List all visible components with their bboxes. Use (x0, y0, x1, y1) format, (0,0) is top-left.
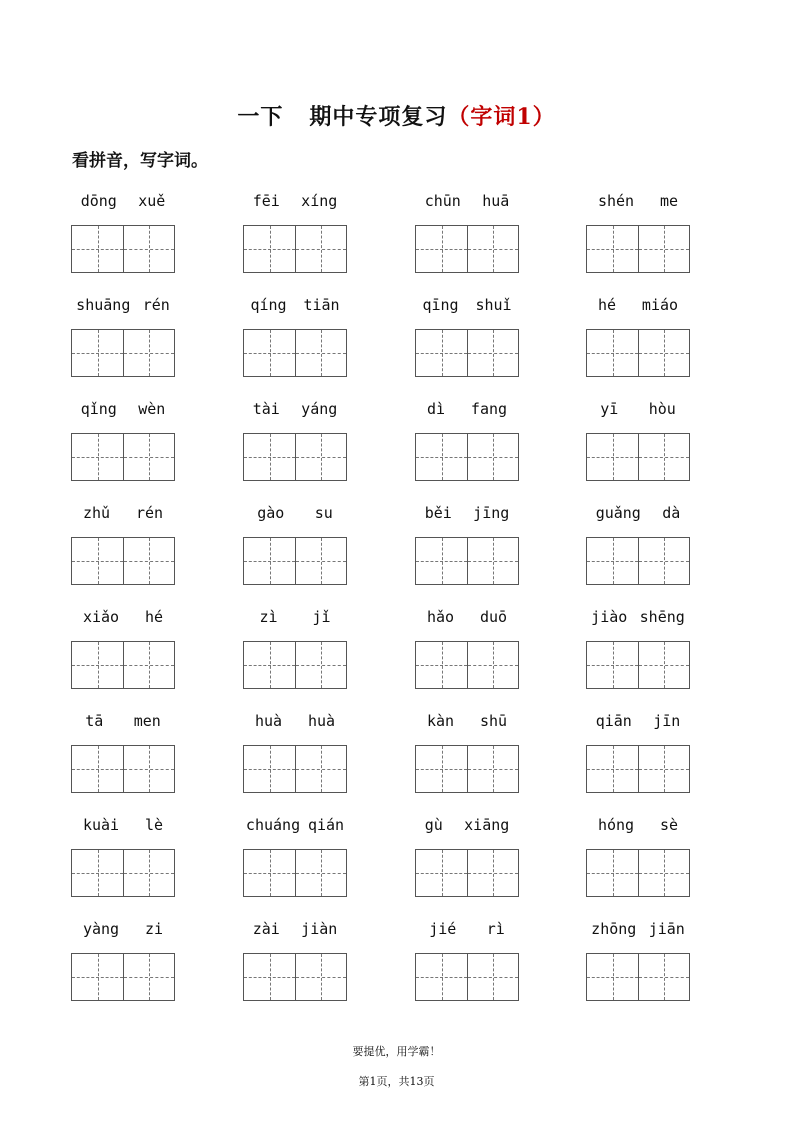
pinyin-syllable: lè (144, 816, 164, 834)
pinyin-label (414, 396, 520, 422)
word-cell (70, 708, 176, 812)
writing-boxes (71, 849, 175, 897)
word-cell (70, 916, 176, 1020)
pinyin-syllable: qián (307, 816, 345, 834)
word-cell (414, 916, 520, 1020)
pinyin-syllable: shén (597, 192, 635, 210)
word-cell (242, 188, 348, 292)
writing-boxes (415, 225, 519, 273)
writing-boxes (243, 953, 347, 1001)
pinyin-syllable: tài (252, 400, 280, 418)
writing-boxes (415, 537, 519, 585)
word-cell (585, 604, 691, 708)
tianzige-box[interactable] (72, 538, 123, 584)
tianzige-box[interactable] (416, 642, 467, 688)
writing-boxes (243, 745, 347, 793)
tianzige-box[interactable] (295, 746, 346, 792)
writing-boxes (415, 433, 519, 481)
tianzige-box[interactable] (638, 330, 689, 376)
writing-boxes (586, 225, 690, 273)
tianzige-box[interactable] (638, 642, 689, 688)
pinyin-syllable: men (133, 712, 161, 730)
word-cell (242, 500, 348, 604)
pinyin-syllable: qíng (250, 296, 287, 314)
writing-boxes (243, 225, 347, 273)
tianzige-box[interactable] (123, 642, 174, 688)
tianzige-box[interactable] (295, 538, 346, 584)
writing-boxes (586, 537, 690, 585)
pinyin-label (585, 604, 691, 630)
pinyin-syllable: dōng (80, 192, 117, 210)
pinyin-syllable: jiào (591, 608, 628, 626)
pinyin-syllable: jiàn (301, 920, 338, 938)
pinyin-syllable: fang (470, 400, 508, 418)
word-cell (414, 500, 520, 604)
word-cell (585, 500, 691, 604)
pinyin-label (585, 396, 691, 422)
pinyin-syllable: duō (479, 608, 508, 626)
writing-boxes (415, 953, 519, 1001)
pinyin-syllable: chūn (424, 192, 461, 210)
tianzige-box[interactable] (638, 226, 689, 272)
pinyin-syllable: me (659, 192, 679, 210)
pinyin-syllable: rén (142, 296, 170, 314)
writing-boxes (586, 849, 690, 897)
pinyin-label (585, 500, 691, 526)
pinyin-label (242, 188, 348, 214)
tianzige-box[interactable] (244, 434, 295, 480)
pinyin-syllable: shuǐ (475, 296, 512, 314)
tianzige-box[interactable] (244, 954, 295, 1000)
pinyin-label (242, 604, 348, 630)
pinyin-syllable: tā (85, 712, 104, 730)
pinyin-syllable: guǎng (595, 504, 641, 522)
word-cell (414, 708, 520, 812)
pinyin-syllable: qiān (595, 712, 632, 730)
writing-boxes (586, 329, 690, 377)
tianzige-box[interactable] (467, 330, 518, 376)
writing-boxes (415, 745, 519, 793)
word-cell (242, 292, 348, 396)
writing-boxes (586, 433, 690, 481)
word-cell (414, 188, 520, 292)
tianzige-box[interactable] (467, 434, 518, 480)
pinyin-label (242, 500, 348, 526)
word-cell (242, 812, 348, 916)
writing-boxes (71, 641, 175, 689)
pinyin-syllable: huà (254, 712, 283, 730)
tianzige-box[interactable] (123, 226, 174, 272)
pinyin-syllable: chuáng (245, 816, 301, 834)
tianzige-box[interactable] (467, 954, 518, 1000)
tianzige-box[interactable] (638, 850, 689, 896)
tianzige-box[interactable] (416, 850, 467, 896)
word-cell (585, 812, 691, 916)
writing-boxes (415, 849, 519, 897)
tianzige-box[interactable] (467, 538, 518, 584)
writing-boxes (586, 641, 690, 689)
pinyin-syllable: jiān (648, 920, 685, 938)
pinyin-syllable: běi (424, 504, 452, 522)
tianzige-box[interactable] (123, 434, 174, 480)
pinyin-label (414, 708, 520, 734)
tianzige-box[interactable] (638, 954, 689, 1000)
page-title (0, 100, 793, 131)
tianzige-box[interactable] (587, 434, 638, 480)
pinyin-syllable: zài (252, 920, 280, 938)
pinyin-syllable: jǐ (312, 608, 331, 626)
pinyin-syllable: xuě (138, 192, 166, 210)
tianzige-box[interactable] (416, 538, 467, 584)
tianzige-box[interactable] (416, 954, 467, 1000)
tianzige-box[interactable] (638, 434, 689, 480)
pinyin-label (70, 500, 176, 526)
word-cell (414, 396, 520, 500)
pinyin-label (242, 292, 348, 318)
section-heading: 看拼音，写字词。 (72, 151, 208, 171)
pinyin-label (242, 396, 348, 422)
writing-boxes (243, 641, 347, 689)
title-highlight: （字词1） (447, 104, 556, 130)
tianzige-box[interactable] (295, 434, 346, 480)
tianzige-box[interactable] (244, 330, 295, 376)
word-cell (242, 604, 348, 708)
writing-boxes (243, 849, 347, 897)
word-cell (242, 396, 348, 500)
pinyin-syllable: fēi (252, 192, 280, 210)
tianzige-box[interactable] (416, 746, 467, 792)
pinyin-syllable: jié (429, 920, 457, 938)
pinyin-syllable: gào (257, 504, 285, 522)
word-cell (585, 708, 691, 812)
word-cell (585, 292, 691, 396)
pinyin-syllable: hé (597, 296, 617, 314)
pinyin-syllable: dì (426, 400, 446, 418)
pinyin-label (414, 188, 520, 214)
pinyin-label (70, 916, 176, 942)
pinyin-syllable: yàng (82, 920, 120, 938)
word-cell (70, 292, 176, 396)
pinyin-syllable: qǐng (80, 400, 117, 418)
pinyin-grid (70, 188, 690, 1008)
word-cell (242, 708, 348, 812)
pinyin-label (585, 292, 691, 318)
tianzige-box[interactable] (416, 226, 467, 272)
pinyin-syllable: huà (307, 712, 336, 730)
pinyin-label (242, 916, 348, 942)
writing-boxes (415, 641, 519, 689)
pinyin-label (585, 188, 691, 214)
word-cell (70, 812, 176, 916)
tianzige-box[interactable] (72, 642, 123, 688)
tianzige-box[interactable] (587, 850, 638, 896)
pinyin-label (414, 500, 520, 526)
tianzige-box[interactable] (467, 226, 518, 272)
word-cell (585, 916, 691, 1020)
writing-boxes (415, 329, 519, 377)
pinyin-label (70, 188, 176, 214)
tianzige-box[interactable] (123, 538, 174, 584)
writing-boxes (71, 433, 175, 481)
writing-boxes (71, 329, 175, 377)
tianzige-box[interactable] (123, 954, 174, 1000)
tianzige-box[interactable] (416, 330, 467, 376)
writing-boxes (71, 745, 175, 793)
pinyin-syllable: shū (479, 712, 508, 730)
writing-boxes (243, 537, 347, 585)
word-cell (414, 604, 520, 708)
word-cell (70, 396, 176, 500)
pinyin-syllable: xíng (301, 192, 338, 210)
pinyin-syllable: yī (600, 400, 619, 418)
pinyin-syllable: sè (659, 816, 679, 834)
pinyin-syllable: qīng (422, 296, 459, 314)
tianzige-box[interactable] (587, 642, 638, 688)
pinyin-syllable: kuài (82, 816, 120, 834)
pinyin-syllable: hǎo (426, 608, 455, 626)
pinyin-label (414, 292, 520, 318)
word-cell (414, 812, 520, 916)
tianzige-box[interactable] (638, 538, 689, 584)
tianzige-box[interactable] (295, 226, 346, 272)
tianzige-box[interactable] (587, 538, 638, 584)
tianzige-box[interactable] (244, 226, 295, 272)
word-cell (70, 500, 176, 604)
pinyin-syllable: gù (424, 816, 443, 834)
pinyin-syllable: zhōng (591, 920, 637, 938)
writing-boxes (71, 225, 175, 273)
tianzige-box[interactable] (72, 330, 123, 376)
word-cell (70, 604, 176, 708)
tianzige-box[interactable] (416, 434, 467, 480)
writing-boxes (71, 953, 175, 1001)
pinyin-syllable: zi (144, 920, 164, 938)
tianzige-box[interactable] (244, 850, 295, 896)
pinyin-syllable: su (314, 504, 333, 522)
pinyin-syllable: yáng (301, 400, 338, 418)
pinyin-label (70, 708, 176, 734)
tianzige-box[interactable] (587, 330, 638, 376)
tianzige-box[interactable] (72, 746, 123, 792)
tianzige-box[interactable] (72, 850, 123, 896)
writing-boxes (586, 745, 690, 793)
writing-boxes (243, 433, 347, 481)
word-cell (242, 916, 348, 1020)
pinyin-syllable: miáo (641, 296, 679, 314)
pinyin-syllable: hòu (648, 400, 676, 418)
tianzige-box[interactable] (587, 746, 638, 792)
pinyin-syllable: hé (144, 608, 164, 626)
tianzige-box[interactable] (244, 746, 295, 792)
footer-slogan: 要提优，用学霸！ (352, 1045, 441, 1058)
tianzige-box[interactable] (244, 642, 295, 688)
pinyin-label (585, 708, 691, 734)
pinyin-label (585, 916, 691, 942)
tianzige-box[interactable] (467, 746, 518, 792)
writing-boxes (243, 329, 347, 377)
pinyin-label (414, 604, 520, 630)
tianzige-box[interactable] (72, 226, 123, 272)
writing-boxes (586, 953, 690, 1001)
pinyin-label (242, 708, 348, 734)
tianzige-box[interactable] (244, 538, 295, 584)
pinyin-syllable: dà (662, 504, 681, 522)
tianzige-box[interactable] (587, 226, 638, 272)
pinyin-syllable: zhǔ (82, 504, 111, 522)
pinyin-label (70, 604, 176, 630)
tianzige-box[interactable] (72, 434, 123, 480)
pinyin-syllable: hóng (597, 816, 635, 834)
word-cell (585, 188, 691, 292)
pinyin-syllable: shuāng (76, 296, 131, 314)
pinyin-syllable: jīng (473, 504, 510, 522)
tianzige-box[interactable] (467, 642, 518, 688)
pinyin-label (585, 812, 691, 838)
tianzige-box[interactable] (638, 746, 689, 792)
word-cell (585, 396, 691, 500)
tianzige-box[interactable] (123, 850, 174, 896)
pinyin-label (414, 916, 520, 942)
pinyin-syllable: jīn (653, 712, 681, 730)
tianzige-box[interactable] (72, 954, 123, 1000)
tianzige-box[interactable] (295, 954, 346, 1000)
pinyin-syllable: shēng (639, 608, 685, 626)
pinyin-syllable: rén (135, 504, 164, 522)
pinyin-syllable: kàn (426, 712, 455, 730)
tianzige-box[interactable] (123, 330, 174, 376)
pinyin-syllable: huā (482, 192, 510, 210)
tianzige-box[interactable] (123, 746, 174, 792)
tianzige-box[interactable] (295, 330, 346, 376)
page-number: 第1页，共13页 (358, 1075, 435, 1088)
title-sub: 期中专项复习 (309, 104, 448, 130)
tianzige-box[interactable] (587, 954, 638, 1000)
pinyin-syllable: xiǎo (82, 608, 120, 626)
writing-boxes (71, 537, 175, 585)
pinyin-syllable: xiāng (464, 816, 510, 834)
word-cell (414, 292, 520, 396)
pinyin-label (70, 292, 176, 318)
word-cell (70, 188, 176, 292)
pinyin-syllable: tiān (303, 296, 340, 314)
tianzige-box[interactable] (295, 850, 346, 896)
pinyin-label (70, 396, 176, 422)
pinyin-syllable: rì (486, 920, 505, 938)
pinyin-label (414, 812, 520, 838)
pinyin-syllable: zì (259, 608, 278, 626)
tianzige-box[interactable] (295, 642, 346, 688)
tianzige-box[interactable] (467, 850, 518, 896)
pinyin-syllable: wèn (138, 400, 166, 418)
title-main: 一下 (237, 104, 284, 130)
pinyin-label (70, 812, 176, 838)
pinyin-label (242, 812, 348, 838)
